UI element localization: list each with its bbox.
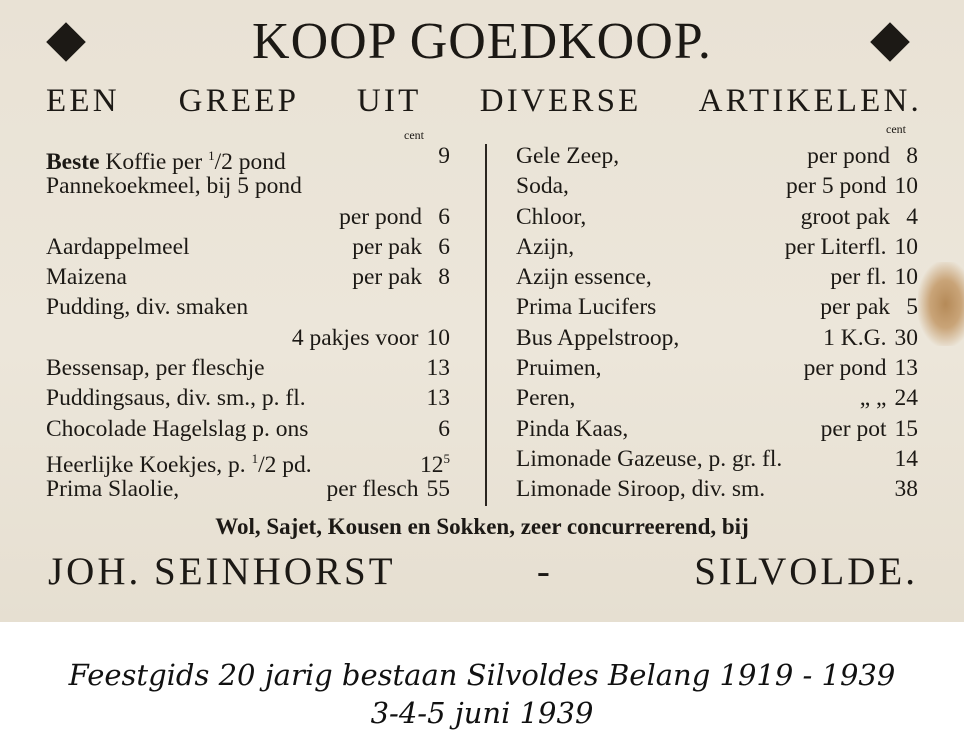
item-name-text: Chloor, <box>516 203 587 230</box>
item-price <box>895 323 919 353</box>
item-unit: per fl. <box>830 264 887 291</box>
item-price-value: 12 <box>420 451 444 478</box>
item-name <box>46 232 190 262</box>
item-name <box>46 141 286 175</box>
list-item <box>516 202 918 232</box>
item-price-value: 14 <box>894 445 918 472</box>
list-item <box>516 171 918 201</box>
item-name-text: Maizena <box>46 264 127 291</box>
item-price <box>895 232 919 262</box>
item-name-text: Prima Slaolie, <box>46 476 180 503</box>
list-item <box>46 292 450 322</box>
item-name <box>516 474 765 504</box>
unit-label-right: cent <box>886 122 906 136</box>
signature-separator: - <box>536 550 553 593</box>
item-unit: per pak <box>820 294 890 321</box>
unit-label-left: cent <box>404 128 424 142</box>
item-price <box>895 353 919 383</box>
item-name <box>516 383 575 413</box>
caption-line-2: 3-4-5 juni 1939 <box>370 696 594 730</box>
list-item <box>46 414 450 444</box>
item-price <box>427 474 451 504</box>
item-name <box>516 232 574 262</box>
item-name <box>46 171 302 201</box>
item-name-text: 4 pakjes voor <box>291 324 419 351</box>
item-name-text: Pinda Kaas, <box>516 415 629 442</box>
fraction-denominator: 2 <box>264 451 277 478</box>
item-name-text: Gele Zeep, <box>516 143 620 169</box>
item-price-value: 10 <box>894 173 918 200</box>
item-name <box>516 414 628 444</box>
item-unit <box>286 141 430 171</box>
item-unit <box>265 353 427 383</box>
item-unit: 1 K.G. <box>823 324 887 351</box>
caption-line-1: Feestgids 20 jarig bestaan Silvoldes Belang 1919 - 1939 <box>68 658 896 692</box>
item-unit: per flesch <box>326 476 419 503</box>
item-price <box>430 202 450 232</box>
item-name <box>516 171 569 201</box>
item-price-value: 10 <box>894 264 918 291</box>
item-name-text: Pruimen, <box>516 355 602 382</box>
item-price-value: 13 <box>426 385 450 412</box>
list-item <box>46 444 450 478</box>
item-price-value: 6 <box>438 233 450 260</box>
list-item <box>46 202 450 232</box>
item-name-text: per pond <box>339 203 422 230</box>
item-price-value: 5 <box>906 294 918 321</box>
list-item <box>46 232 450 262</box>
item-price-value: 8 <box>906 143 918 169</box>
list-item <box>516 474 918 504</box>
price-list-left <box>46 141 450 505</box>
item-name-text: Prima Lucifers <box>516 294 657 321</box>
item-price <box>430 414 450 444</box>
list-item <box>516 292 918 322</box>
item-name-text: Aardappelmeel <box>46 233 190 260</box>
item-name <box>46 474 179 504</box>
fraction-numerator: 1 <box>208 148 215 163</box>
item-name-text: Heerlijke Koekjes, p. <box>46 451 252 478</box>
item-name-text: Pannekoekmeel, bij 5 pond <box>46 173 302 200</box>
item-price <box>895 474 919 504</box>
item-unit: per pond <box>803 355 887 382</box>
list-item <box>516 141 918 171</box>
item-name-text: Limonade Gazeuse, p. gr. fl. <box>516 445 783 472</box>
item-name-text: Azijn essence, <box>516 264 652 291</box>
item-price <box>898 292 918 322</box>
ad-subtitle: EEN GREEP UIT DIVERSE ARTIKELEN. <box>46 83 922 119</box>
item-price <box>430 141 450 171</box>
list-item <box>516 444 918 474</box>
item-name <box>46 383 306 413</box>
item-name-text: Limonade Siroop, div. sm. <box>516 476 766 503</box>
item-name <box>46 292 248 322</box>
item-price <box>430 232 450 262</box>
item-name-text: Soda, <box>516 173 569 200</box>
item-price <box>898 141 918 171</box>
paper-stain <box>918 262 964 346</box>
list-item <box>46 383 450 413</box>
column-divider <box>485 144 487 506</box>
item-price <box>427 383 451 413</box>
item-name <box>516 141 619 171</box>
list-item <box>46 262 450 292</box>
price-list-right <box>516 141 918 505</box>
item-name <box>516 353 602 383</box>
item-unit <box>302 171 430 201</box>
item-price-value: 15 <box>894 415 918 442</box>
item-price <box>895 171 919 201</box>
fraction-slash: / <box>258 451 265 478</box>
signature-town: SILVOLDE. <box>694 550 918 593</box>
item-name-text: Chocolade Hagelslag p. ons <box>46 415 309 442</box>
item-name <box>516 262 652 292</box>
list-item <box>516 232 918 262</box>
item-unit: per 5 pond <box>785 173 887 200</box>
item-name-text: Pudding, div. smaken <box>46 294 249 321</box>
item-price-value: 10 <box>426 324 450 351</box>
list-item <box>516 353 918 383</box>
item-name-bold: Beste <box>46 148 100 175</box>
signature <box>48 548 918 596</box>
item-price-value: 38 <box>894 476 918 503</box>
item-name-text: Koffie per <box>99 148 209 175</box>
item-name-text: Bessensap, per fleschje <box>46 355 265 382</box>
item-price <box>430 171 450 201</box>
item-unit: per pak <box>352 264 422 291</box>
item-unit <box>306 383 427 413</box>
item-name <box>516 444 782 474</box>
list-item <box>516 262 918 292</box>
item-price-value: 6 <box>438 415 450 442</box>
fraction-slash: / <box>214 148 222 175</box>
item-price-value: 24 <box>894 385 918 412</box>
list-item <box>46 323 450 353</box>
item-price <box>427 353 451 383</box>
item-name <box>516 292 656 322</box>
item-unit: per Literfl. <box>784 233 887 260</box>
item-unit <box>782 444 894 474</box>
item-price-value: 10 <box>894 233 918 260</box>
item-price <box>430 262 450 292</box>
item-unit <box>312 444 420 474</box>
item-name-after: pd. <box>276 451 312 478</box>
item-price-value: 13 <box>894 355 918 382</box>
fraction-denominator: 2 <box>221 148 233 175</box>
footer-rest: zeer concurreerend, bij <box>514 514 749 539</box>
item-unit: per pond <box>807 143 890 169</box>
list-item <box>46 474 450 504</box>
item-price-value: 55 <box>426 476 450 503</box>
list-item <box>516 383 918 413</box>
list-item <box>46 171 450 201</box>
list-item <box>46 141 450 175</box>
list-item <box>46 353 450 383</box>
item-price <box>427 323 451 353</box>
item-price <box>895 414 919 444</box>
item-price-value: 13 <box>426 355 450 382</box>
item-price-value: 4 <box>906 203 918 230</box>
item-name <box>46 414 308 444</box>
item-name <box>46 444 312 478</box>
item-name-after: pond <box>232 148 286 175</box>
item-name <box>516 202 586 232</box>
item-name <box>46 202 430 232</box>
list-item <box>516 414 918 444</box>
item-price <box>898 202 918 232</box>
item-name <box>46 262 127 292</box>
fraction-numerator: 1 <box>251 450 259 466</box>
item-name-text: Azijn, <box>516 233 575 260</box>
item-price-value: 8 <box>438 264 450 291</box>
item-name-text: Bus Appelstroop, <box>516 324 680 351</box>
footer-bold: Wol, Sajet, Kousen en Sokken, <box>215 514 515 539</box>
item-price-value: 6 <box>438 203 450 230</box>
item-price <box>895 444 919 474</box>
item-unit: per pak <box>352 233 422 260</box>
item-price-value: 9 <box>438 143 450 169</box>
item-unit: per pot <box>820 415 887 442</box>
list-item <box>516 323 918 353</box>
item-unit: „ „ <box>859 385 887 412</box>
item-unit <box>308 414 430 444</box>
item-price <box>895 383 919 413</box>
item-unit <box>765 474 894 504</box>
item-price-value: 30 <box>894 324 918 351</box>
footer-line <box>0 512 964 542</box>
item-unit: groot pak <box>800 203 890 230</box>
item-name <box>516 323 679 353</box>
item-price <box>420 444 450 478</box>
signature-name: JOH. SEINHORST <box>48 550 396 593</box>
item-unit <box>248 292 430 322</box>
item-price <box>430 292 450 322</box>
item-name <box>46 353 265 383</box>
item-name-text: Puddingsaus, div. sm., p. fl. <box>46 385 306 412</box>
item-name-text: Peren, <box>516 385 576 412</box>
item-price <box>895 262 919 292</box>
item-price-superscript: 5 <box>443 450 450 466</box>
item-name <box>46 323 427 353</box>
ad-title: KOOP GOEDKOOP. <box>252 13 712 70</box>
